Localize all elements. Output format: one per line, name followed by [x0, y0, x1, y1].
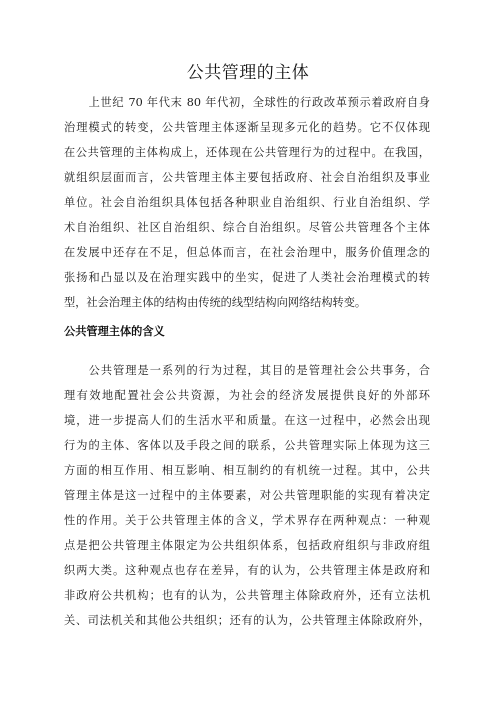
- intro-paragraph: [64, 90, 430, 315]
- paragraph-line: 治理模式的转变，公共管理主体逐渐呈现多元化的趋势。它不仅体现: [64, 121, 430, 134]
- paragraph-line: 行为的主体、客体以及手段之间的联系，公共管理实际上体现为这三: [64, 439, 430, 452]
- paragraph-line: 非政府公共机构；也有的认为，公共管理主体除政府外，还有立法机: [64, 589, 430, 602]
- document-title: 公共管理的主体: [186, 63, 310, 83]
- paragraph-line: 上世纪 70 年代末 80 年代初，全球性的行政改革预示着政府自身: [88, 96, 430, 109]
- paragraph-line: 张扬和凸显以及在治理实践中的坐实，促进了人类社会治理模式的转: [64, 271, 430, 284]
- section-paragraph: [64, 358, 430, 633]
- paragraph-line: 在发展中还存在不足，但总体而言，在社会治理中，服务价值理念的: [64, 246, 430, 259]
- paragraph-line: 方面的相互作用、相互影响、相互制约的有机统一过程。其中，公共: [64, 464, 430, 477]
- paragraph-line: 性的作用。关于公共管理主体的含义，学术界存在两种观点：一种观: [64, 514, 430, 527]
- paragraph-line: 在公共管理的主体构成上，还体现在公共管理行为的过程中。在我国，: [64, 146, 430, 159]
- paragraph-line: 术自治组织、社区自治组织、综合自治组织。尽管公共管理各个主体: [64, 221, 430, 234]
- paragraph-line: 就组织层面而言，公共管理主体主要包括政府、社会自治组织及事业: [64, 171, 430, 184]
- paragraph-line: 关、司法机关和其他公共组织；还有的认为，公共管理主体除政府外，: [64, 614, 430, 627]
- paragraph-line: 单位。社会自治组织具体包括各种职业自治组织、行业自治组织、学: [64, 196, 430, 209]
- paragraph-line: 境，进一步提高人们的生活水平和质量。在这一过程中，必然会出现: [64, 414, 430, 427]
- paragraph-line: 公共管理是一系列的行为过程，其目的是管理社会公共事务，合: [88, 364, 430, 377]
- paragraph-line: 管理主体是这一过程中的主体要素，对公共管理职能的实现有着决定: [64, 489, 430, 502]
- paragraph-line: 织两大类。这种观点也存在差异，有的认为，公共管理主体是政府和: [64, 564, 430, 577]
- paragraph-line: 点是把公共管理主体限定为公共组织体系，包括政府组织与非政府组: [64, 539, 430, 552]
- paragraph-line: 型，社会治理主体的结构由传统的线型结构向网络结构转变。: [64, 296, 367, 309]
- section-heading: 公共管理主体的含义: [64, 325, 165, 338]
- paragraph-line: 理有效地配置社会公共资源，为社会的经济发展提供良好的外部环: [64, 389, 430, 402]
